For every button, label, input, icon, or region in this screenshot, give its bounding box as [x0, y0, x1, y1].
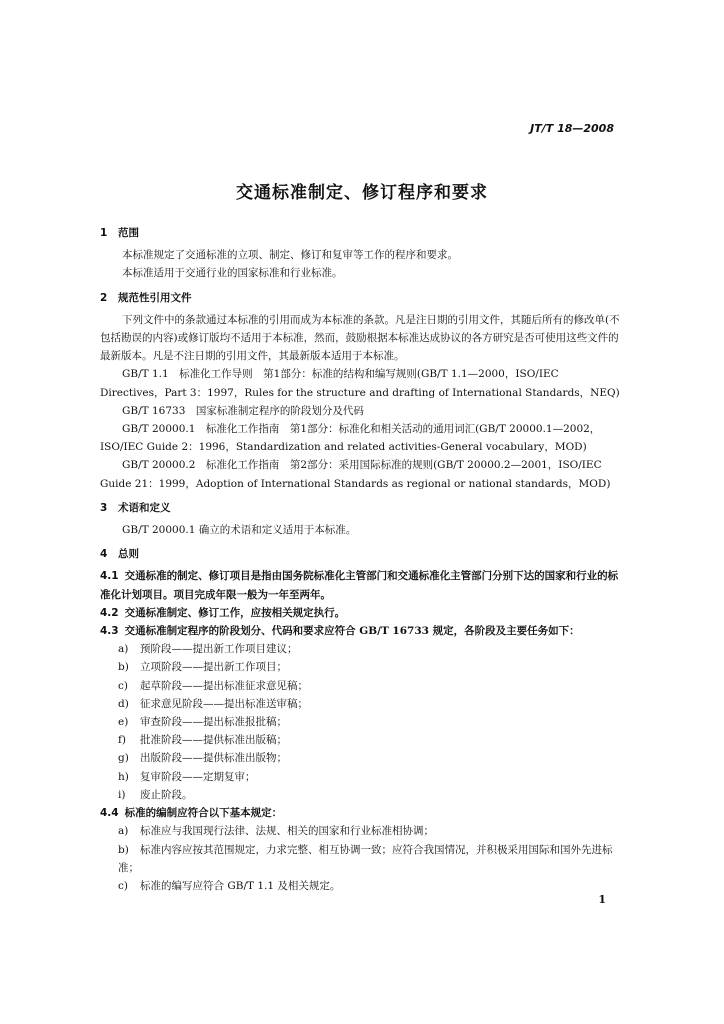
list-label: g) — [118, 752, 129, 765]
clause-text: 交通标准制定程序的阶段划分、代码和要求应符合 GB/T 16733 规定，各阶段及主要任务如下： — [124, 625, 580, 638]
list-item — [100, 658, 620, 676]
list-text: 立项阶段——提出新工作项目； — [140, 661, 287, 674]
list-text: 预阶段——提出新工作项目建议； — [140, 643, 298, 656]
list-item — [100, 822, 620, 840]
list-text: 标准的编写应符合 GB/T 1.1 及相关规定。 — [140, 879, 341, 892]
list-label: a) — [118, 825, 129, 838]
list-item — [100, 695, 620, 713]
clause-number: 4.4 — [100, 807, 119, 820]
standard-code: JT/T 18—2008 — [530, 122, 614, 135]
list-text: 起草阶段——提出标准征求意见稿； — [140, 679, 308, 692]
list-text: 出版阶段——提供标准出版物； — [140, 752, 287, 765]
list-item — [100, 749, 620, 767]
section-3-heading — [100, 499, 620, 517]
clause-4-4 — [100, 804, 620, 822]
section-number: 4 — [100, 548, 108, 561]
reference-item: GB/T 20000.1 标准化工作指南 第1部分：标准化和相关活动的通用词汇(GB/T 20000.1—2002，ISO/IEC Guide 2：1996，Standardization and related activities-General vocabulary，MOD) — [100, 423, 601, 454]
requirement-list — [100, 822, 620, 895]
clause-4-3 — [100, 622, 620, 640]
reference-item: GB/T 16733 国家标准制定程序的阶段划分及代码 — [122, 404, 364, 417]
paragraph: 下列文件中的条款通过本标准的引用而成为本标准的条款。凡是注日期的引用文件，其随后所有的修改单(不包括勘误的内容)或修订版均不适用于本标准，然而，鼓励根据本标准达成协议的各方研究是否可使用这些文件的最新版本。凡是不注日期的引用文件，其最新版本适用于本标准。 — [100, 313, 620, 363]
reference-item: GB/T 20000.2 标准化工作指南 第2部分：采用国际标准的规则(GB/T 20000.2—2001，ISO/IEC Guide 21：1999，Adoption of International Standards as regional or national standards，MOD) — [100, 459, 611, 490]
document-body — [100, 218, 620, 895]
section-1-heading — [100, 224, 620, 242]
section-title: 总则 — [118, 548, 139, 561]
list-text: 审查阶段——提出标准报批稿； — [140, 716, 287, 729]
list-item — [100, 640, 620, 658]
list-label: c) — [118, 679, 128, 692]
section-title: 范围 — [118, 227, 139, 239]
list-label: i) — [118, 788, 126, 801]
list-item — [100, 786, 620, 804]
clause-number: 4.3 — [100, 625, 119, 638]
section-2-heading — [100, 289, 620, 307]
section-4-heading — [100, 545, 620, 563]
clause-number: 4.1 — [100, 570, 119, 583]
list-item — [100, 731, 620, 749]
clause-text: 标准的编制应符合以下基本规定： — [124, 807, 283, 820]
section-number: 1 — [100, 227, 108, 239]
section-number: 2 — [100, 291, 108, 304]
page-number: 1 — [598, 893, 606, 906]
list-item — [100, 713, 620, 731]
list-item — [100, 677, 620, 695]
paragraph: 本标准适用于交通行业的国家标准和行业标准。 — [122, 267, 343, 280]
list-label: h) — [118, 770, 129, 783]
clause-number: 4.2 — [100, 606, 119, 619]
clause-text: 交通标准的制定、修订项目是指由国务院标准化主管部门和交通标准化主管部门分别下达的国家和行业的标准化计划项目。项目完成年限一般为一年至两年。 — [100, 570, 619, 601]
list-item — [100, 768, 620, 786]
list-label: e) — [118, 716, 129, 729]
section-title: 术语和定义 — [118, 501, 171, 514]
stage-list — [100, 640, 620, 804]
section-title: 规范性引用文件 — [118, 291, 192, 304]
clause-4-1 — [100, 567, 620, 603]
list-label: b) — [118, 843, 129, 856]
list-item — [100, 877, 620, 895]
clause-text: 交通标准制定、修订工作，应按相关规定执行。 — [124, 606, 346, 619]
list-text: 废止阶段。 — [140, 788, 193, 801]
list-label: b) — [118, 661, 129, 674]
list-text: 复审阶段——定期复审； — [140, 770, 256, 783]
clause-4-2 — [100, 604, 620, 622]
list-label: f) — [118, 734, 126, 747]
paragraph: 本标准规定了交通标准的立项、制定、修订和复审等工作的程序和要求。 — [122, 249, 458, 262]
section-number: 3 — [100, 501, 108, 514]
list-text: 标准应与我国现行法律、法规、相关的国家和行业标准相协调； — [140, 825, 434, 838]
list-text: 征求意见阶段——提出标准送审稿； — [140, 697, 308, 710]
list-label: a) — [118, 643, 129, 656]
list-text: 批准阶段——提供标准出版稿； — [140, 734, 287, 747]
list-item — [100, 841, 620, 877]
document-title: 交通标准制定、修订程序和要求 — [236, 183, 488, 203]
reference-item: GB/T 1.1 标准化工作导则 第1部分：标准的结构和编写规则(GB/T 1.1—2000，ISO/IEC Directives，Part 3：1997，Rules for the structure and drafting of International Standards，NEQ) — [100, 368, 620, 399]
list-label: d) — [118, 697, 129, 710]
paragraph: GB/T 20000.1 确立的术语和定义适用于本标准。 — [122, 524, 357, 537]
list-label: c) — [118, 879, 128, 892]
list-text: 标准内容应按其范围规定，力求完整、相互协调一致；应符合我国情况，并积极采用国际和国外先进标准； — [118, 843, 613, 874]
